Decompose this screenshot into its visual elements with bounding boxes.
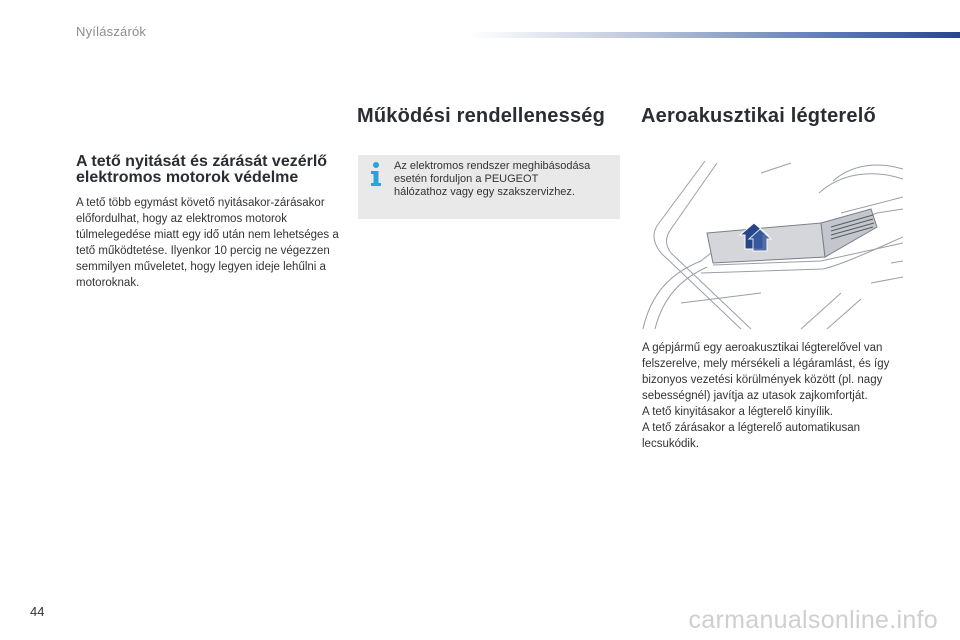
info-text: Az elektromos rendszer meghibásodása esetén forduljon a PEUGEOT hálózathoz vagy egy szakszervizhez. <box>394 160 591 198</box>
info-icon <box>368 161 384 189</box>
failure-heading: Működési rendellenesség <box>357 105 606 127</box>
motor-protection-body <box>76 195 346 291</box>
deflector-paragraph-2: A tető kinyitásakor a légterelő kinyílik. <box>642 406 834 418</box>
watermark: carmanualsonline.info <box>688 606 938 634</box>
deflector-paragraph-1: A gépjármű egy aeroakusztikai légterelővel van felszerelve, mely mérsékeli a légáramlást, és így bizonyos vezetési körülmények között (pl. nagy sebességnél) javítja az utasok zajkomfortját. <box>642 342 890 402</box>
motor-protection-heading: A tető nyitását és zárását vezérlő elektromos motorok védelme <box>76 153 328 186</box>
info-box <box>358 155 620 219</box>
motor-protection-text: A tető több egymást követő nyitásakor-zárásakor előfordulhat, hogy az elektromos motorok túlmelegedése miatt egy idő után nem lehetséges a tető működtetése. Ilyenkor 10 percig ne végezzen semmilyen műveletet, hogy legyen ideje lehűlni a motoroknak. <box>76 197 339 289</box>
deflector-paragraph-3: A tető zárásakor a légterelő automatikusan lecsukódik. <box>642 422 860 450</box>
page-number: 44 <box>30 604 45 619</box>
deflector-body <box>642 340 904 452</box>
header-gradient-bar <box>470 32 960 38</box>
deflector-heading: Aeroakusztikai légterelő <box>641 105 876 127</box>
roof-deflector-illustration <box>641 153 903 329</box>
chapter-title: Nyílászárók <box>76 24 147 39</box>
